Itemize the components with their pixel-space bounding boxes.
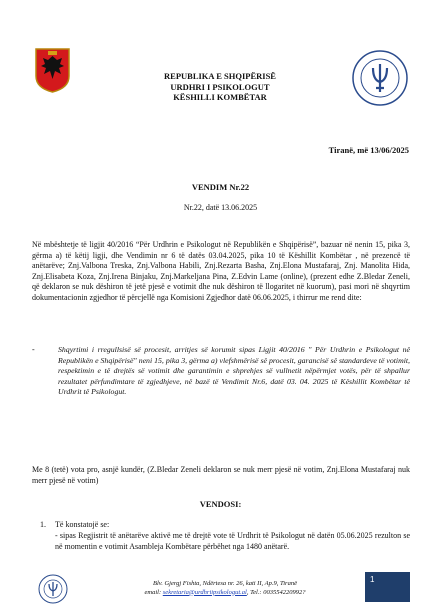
footer-address: Blv. Gjergj Fishta, Ndërtesa nr. 26, kati II, Ap.9, Tiranë — [153, 580, 297, 587]
footer-email-label: email: — [144, 588, 162, 596]
decision-subtitle: Nr.22, datë 13.06.2025 — [183, 203, 258, 212]
document-date: Tiranë, më 13/06/2025 — [328, 145, 409, 155]
header-line-1: REPUBLIKA E SHQIPËRISË — [164, 71, 276, 81]
vote-paragraph: Me 8 (tetë) vota pro, asnjë kundër, (Z.Bledar Zeneli deklaron se nuk merr pjesë në votim, Znj.Elona Mustafaraj nuk merr pjesë në votim) — [32, 465, 410, 485]
preamble-paragraph: Në mbështetje të ligjit 40/2016 “Për Urdhrin e Psikologut në Republikën e Shqipërisë”, bazuar në nenin 15, pika 3, gërma a) të këtij ligji, dhe Vendimin nr 6 të datës 03.04.2025, pika 10 të Këshillit Kombëtar , në prezencë të anëtarëve; Znj.Valbona Treska, Znj.Valbona Habili, Znj.Rezarta Basha, Znj.Elona Mustafaraj, Znj. Manolita Hida, Znj.Elisabeta Koza, Znj.Irena Binjaku, Znj.Markeljana Pina, Z.Edvin Lame (online), (prezent edhe Z.Bledar Zeneli, që deklaron se nuk dëshiron të jetë pjesë e votimit dhe nuk dëshiron të llogaritet në kuorum), pasi mori në shqyrtim dokumentacionin zgjedhor të përcjellë nga Komisioni Zgjedhor datë 06.06.2025, i thirrur me rend dite: — [32, 240, 410, 302]
psychologist-order-seal-icon — [352, 50, 408, 106]
footer-contact-line — [90, 589, 360, 598]
albania-emblem-icon — [34, 46, 71, 93]
header-line-2: URDHRI I PSIKOLOGUT — [170, 81, 270, 92]
decided-heading: VENDOSI: — [199, 499, 242, 509]
decision-title: VENDIM Nr.22 — [191, 182, 250, 192]
agenda-item: Shqyrtimi i rregullsisë së procesit, arritjes së korumit sipas Ligjit 40/2016 " Për Urdhrin e Psikologut në Republikën e Shqipërisë" neni 15, pika 3, gërma a) vlefshmërisë së procesit, garancisë së standardeve të votimit, respektimin e të drejtës së votimit dhe garantimin e shprehjes së vullnetit nëpërmjet votës, për të shpallur rezultatet përfundimtare të zgjedhjeve, në bazë të Vendimit Nr.6, datë 03. 04. 2025 të Këshillit Kombëtar të Urdhrit të Psikologut. — [58, 345, 410, 397]
footer-email-link[interactable]: sekretaria@urdhriipsikologut.al — [162, 588, 247, 596]
institution-header — [120, 71, 320, 103]
agenda-bullet: - — [32, 345, 35, 354]
footer-seal-icon — [38, 574, 68, 604]
item-heading: Të konstatojë se: — [55, 520, 110, 529]
item-body: - sipas Regjistrit të anëtarëve aktivë me të drejtë vote të Urdhrit të Psikologut në datën 05.06.2025 rezulton se në momentin e votimit Asambleja Kombëtare përbëhet nga 1480 anëtarë. — [55, 531, 410, 551]
footer-tel: , Tel.: 003554220992? — [246, 588, 306, 596]
footer-contact — [90, 580, 360, 597]
item-number: 1. — [40, 520, 46, 529]
header-line-3: KËSHILLI KOMBËTAR — [173, 92, 267, 102]
page-number-badge: 1 — [365, 572, 410, 602]
